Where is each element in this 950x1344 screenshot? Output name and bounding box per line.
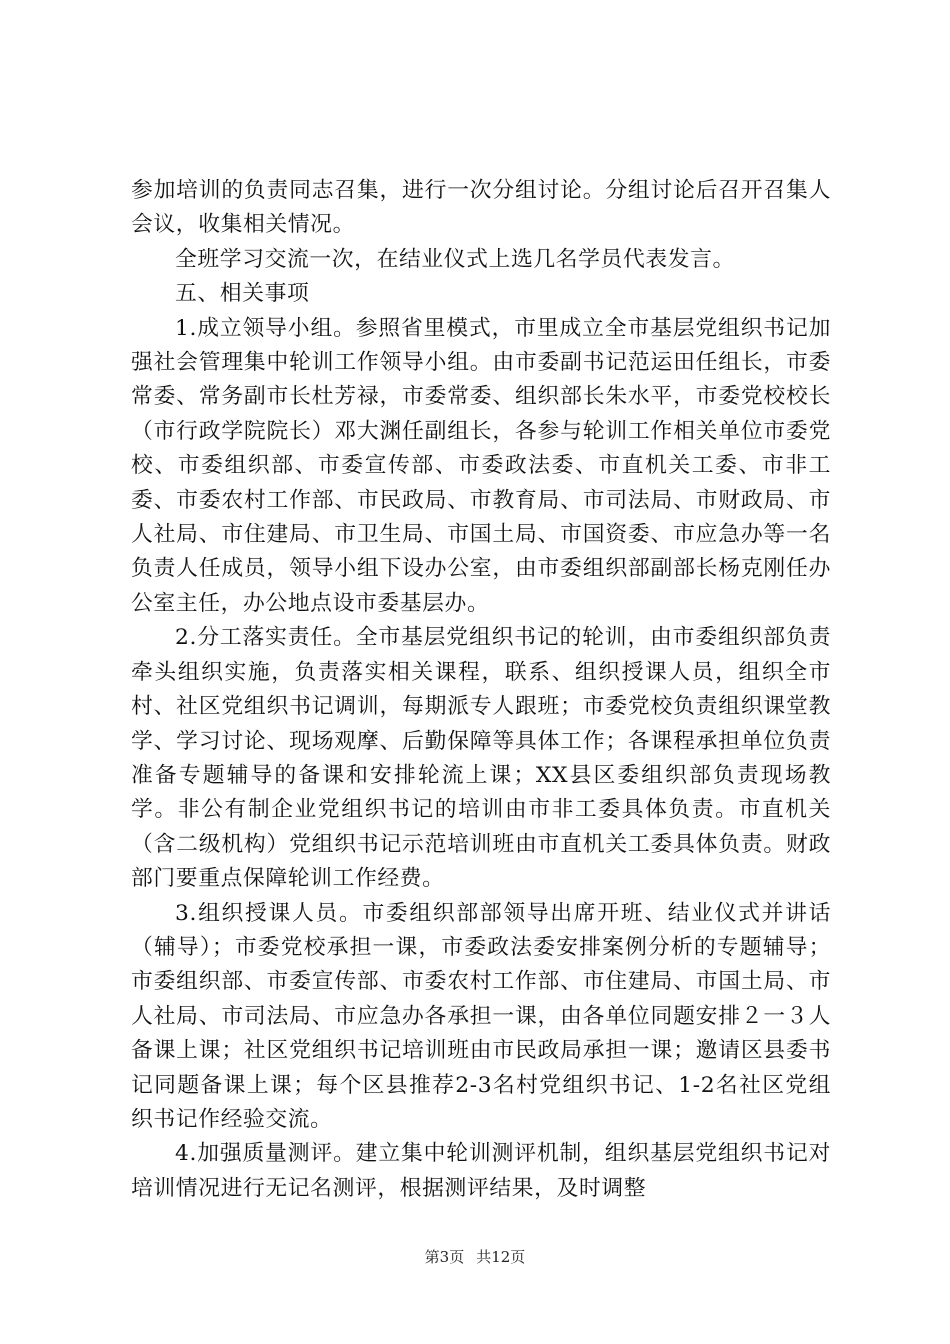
paragraph-item-1: 1.成立领导小组。参照省里模式，市里成立全市基层党组织书记加强社会管理集中轮训工作领导小组。由市委副书记范运田任组长，市委常委、常务副市长杜芳禄，市委常委、组织部长朱水平，市委党校校长（市行政学院院长）邓大渊任副组长，各参与轮训工作相关单位市委党校、市委组织部、市委宣传部、市委政法委、市直机关工委、市非工委、市委农村工作部、市民政局、市教育局、市司法局、市财政局、市人社局、市住建局、市卫生局、市国土局、市国资委、市应急办等一名负责人任成员，领导小组下设办公室，由市委组织部副部长杨克刚任办公室主任，办公地点设市委基层办。 <box>131 315 831 616</box>
paragraph-2: 全班学习交流一次，在结业仪式上选几名学员代表发言。 <box>175 246 735 272</box>
paragraph-item-3: 3.组织授课人员。市委组织部部领导出席开班、结业仪式并讲话（辅导）；市委党校承担一课，市委政法委安排案例分析的专题辅导；市委组织部、市委宣传部、市委农村工作部、市住建局、市国土局、市人社局、市司法局、市应急办各承担一课，由各单位同题安排２一３人备课上课；社区党组织书记培训班由市民政局承担一课；邀请区县委书记同题备课上课；每个区县推荐2-3名村党组织书记、1-2名社区党组织书记作经验交流。 <box>131 900 831 1132</box>
page-number: 第3页 <box>424 1248 465 1266</box>
document-body <box>131 174 831 1206</box>
paragraph-item-2: 2.分工落实责任。全市基层党组织书记的轮训，由市委组织部负责牵头组织实施，负责落实相关课程，联系、组织授课人员，组织全市村、社区党组织书记调训，每期派专人跟班；市委党校负责组织课堂教学、学习讨论、现场观摩、后勤保障等具体工作；各课程承担单位负责准备专题辅导的备课和安排轮流上课；XX县区委组织部负责现场教学。非公有制企业党组织书记的培训由市非工委具体负责。市直机关（含二级机构）党组织书记示范培训班由市直机关工委具体负责。财政部门要重点保障轮训工作经费。 <box>131 625 831 892</box>
paragraph-1: 参加培训的负责同志召集，进行一次分组讨论。分组讨论后召开召集人会议，收集相关情况。 <box>131 178 831 238</box>
page-footer <box>0 1247 950 1267</box>
paragraph-item-4: 4.加强质量测评。建立集中轮训测评机制，组织基层党组织书记对培训情况进行无记名测评，根据测评结果，及时调整 <box>131 1141 831 1201</box>
page-total: 共12页 <box>476 1248 526 1266</box>
section-heading: 五、相关事项 <box>175 281 310 307</box>
